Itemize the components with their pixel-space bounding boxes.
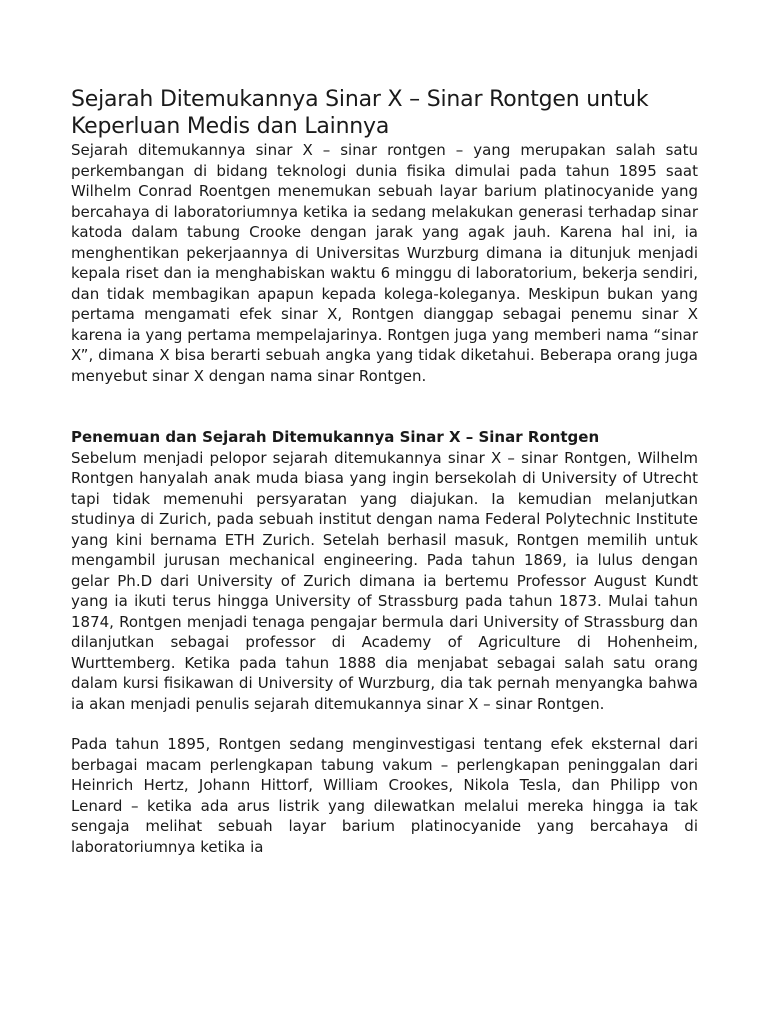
paragraph-spacer xyxy=(71,714,698,734)
intro-paragraph: Sejarah ditemukannya sinar X – sinar rontgen – yang merupakan salah satu perkembangan di bidang teknologi dunia fisika dimulai pada tahun 1895 saat Wilhelm Conrad Roentgen menemukan sebuah layar barium platinocyanide yang bercahaya di laboratoriumnya ketika ia sedang melakukan generasi terhadap sinar katoda dalam tabung Crooke dengan jarak yang agak jauh. Karena hal ini, ia menghentikan pekerjaannya di Universitas Wurzburg dimana ia ditunjuk menjadi kepala riset dan ia menghabiskan waktu 6 minggu di laboratorium, bekerja sendiri, dan tidak membagikan apapun kepada kolega-koleganya. Meskipun bukan yang pertama mengamati efek sinar X, Rontgen dianggap sebagai penemu sinar X karena ia yang pertama mempelajarinya. Rontgen juga yang memberi nama “sinar X”, dimana X bisa berarti sebuah angka yang tidak diketahui. Beberapa orang juga menyebut sinar X dengan nama sinar Rontgen. xyxy=(71,141,698,385)
section-heading: Penemuan dan Sejarah Ditemukannya Sinar X – Sinar Rontgen xyxy=(71,428,600,446)
document-page xyxy=(71,86,698,857)
section-paragraph-1: Sebelum menjadi pelopor sejarah ditemukannya sinar X – sinar Rontgen, Wilhelm Rontgen hanyalah anak muda biasa yang ingin bersekolah di University of Utrecht tapi tidak memenuhi persyaratan yang diajukan. Ia kemudian melanjutkan studinya di Zurich, pada sebuah institut dengan nama Federal Polytechnic Institute yang kini bernama ETH Zurich. Setelah berhasil masuk, Rontgen memilih untuk mengambil jurusan mechanical engineering. Pada tahun 1869, ia lulus dengan gelar Ph.D dari University of Zurich dimana ia bertemu Professor August Kundt yang ia ikuti terus hingga University of Strassburg pada tahun 1873. Mulai tahun 1874, Rontgen menjadi tenaga pengajar bermula dari University of Strassburg dan dilanjutkan sebagai professor di Academy of Agriculture di Hohenheim, Wurttemberg. Ketika pada tahun 1888 dia menjabat sebagai salah satu orang dalam kursi fisikawan di University of Wurzburg, dia tak pernah menyangka bahwa ia akan menjadi penulis sejarah ditemukannya sinar X – sinar Rontgen. xyxy=(71,448,698,713)
document-title: Sejarah Ditemukannya Sinar X – Sinar Rontgen untuk Keperluan Medis dan Lainnya xyxy=(71,87,649,139)
section-spacer xyxy=(71,386,698,427)
section-paragraph-2: Pada tahun 1895, Rontgen sedang menginvestigasi tentang efek eksternal dari berbagai macam perlengkapan tabung vakum – perlengkapan peninggalan dari Heinrich Hertz, Johann Hittorf, William Crookes, Nikola Tesla, dan Philipp von Lenard – ketika ada arus listrik yang dilewatkan melalui mereka hingga ia tak sengaja melihat sebuah layar barium platinocyanide yang bercahaya di laboratoriumnya ketika ia xyxy=(71,735,698,856)
